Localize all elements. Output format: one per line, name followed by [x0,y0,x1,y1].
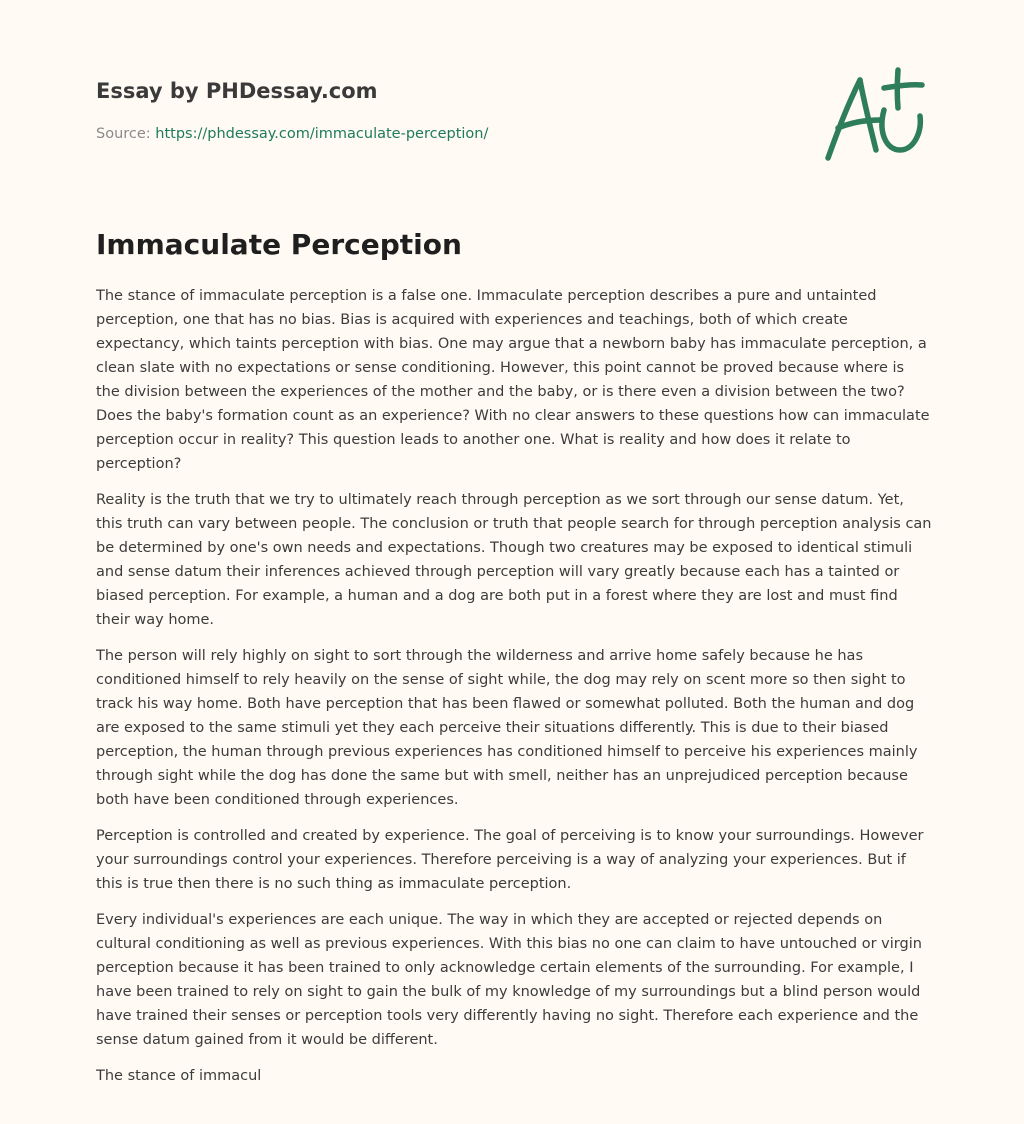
a-plus-logo-icon [818,66,930,166]
source-line [96,125,796,143]
page-header [96,78,796,143]
essay-body [96,284,932,1100]
essay-title: Immaculate Perception [96,228,462,261]
source-label: Source: [96,126,151,142]
site-brand: Essay by PHDessay.com [96,79,378,103]
essay-paragraph-truncated: The stance of immacul [96,1068,262,1084]
source-link[interactable]: https://phdessay.com/immaculate-perception/ [155,126,489,142]
essay-paragraph: Reality is the truth that we try to ultimately reach through perception as we sort through our sense datum. Yet, this truth can vary between people. The conclusion or truth that people search for through perception analysis can be determined by one's own needs and expectations. Though two creatures may be exposed to identical stimuli and sense datum their inferences achieved through perception will vary greatly because each has a tainted or biased perception. For example, a human and a dog are both put in a forest where they are lost and must find their way home. [96,492,932,628]
essay-paragraph: Perception is controlled and created by experience. The goal of perceiving is to know your surroundings. However your surroundings control your experiences. Therefore perceiving is a way of analyzing your experiences. But if this is true then there is no such thing as immaculate perception. [96,828,924,892]
essay-paragraph: Every individual's experiences are each unique. The way in which they are accepted or rejected depends on cultural conditioning as well as previous experiences. With this bias no one can claim to have untouched or virgin perception because it has been trained to only acknowledge certain elements of the surrounding. For example, I have been trained to rely on sight to gain the bulk of my knowledge of my surroundings but a blind person would have trained their senses or perception tools very differently having no sight. Therefore each experience and the sense datum gained from it would be different. [96,912,922,1048]
essay-paragraph: The stance of immaculate perception is a false one. Immaculate perception describes a pure and untainted perception, one that has no bias. Bias is acquired with experiences and teachings, both of which create expectancy, which taints perception with bias. One may argue that a newborn baby has immaculate perception, a clean slate with no expectations or sense conditioning. However, this point cannot be proved because where is the division between the experiences of the mother and the baby, or is there even a division between the two? Does the baby's formation count as an experience? With no clear answers to these questions how can immaculate perception occur in reality? This question leads to another one. What is reality and how does it relate to perception? [96,288,930,472]
essay-paragraph: The person will rely highly on sight to sort through the wilderness and arrive home safely because he has conditioned himself to rely heavily on the sense of sight while, the dog may rely on scent more so then sight to track his way home. Both have perception that has been flawed or somewhat polluted. Both the human and dog are exposed to the same stimuli yet they each perceive their situations differently. This is due to their biased perception, the human through previous experiences has conditioned himself to perceive his experiences mainly through sight while the dog has done the same but with smell, neither has an unprejudiced perception because both have been conditioned through experiences. [96,648,918,808]
